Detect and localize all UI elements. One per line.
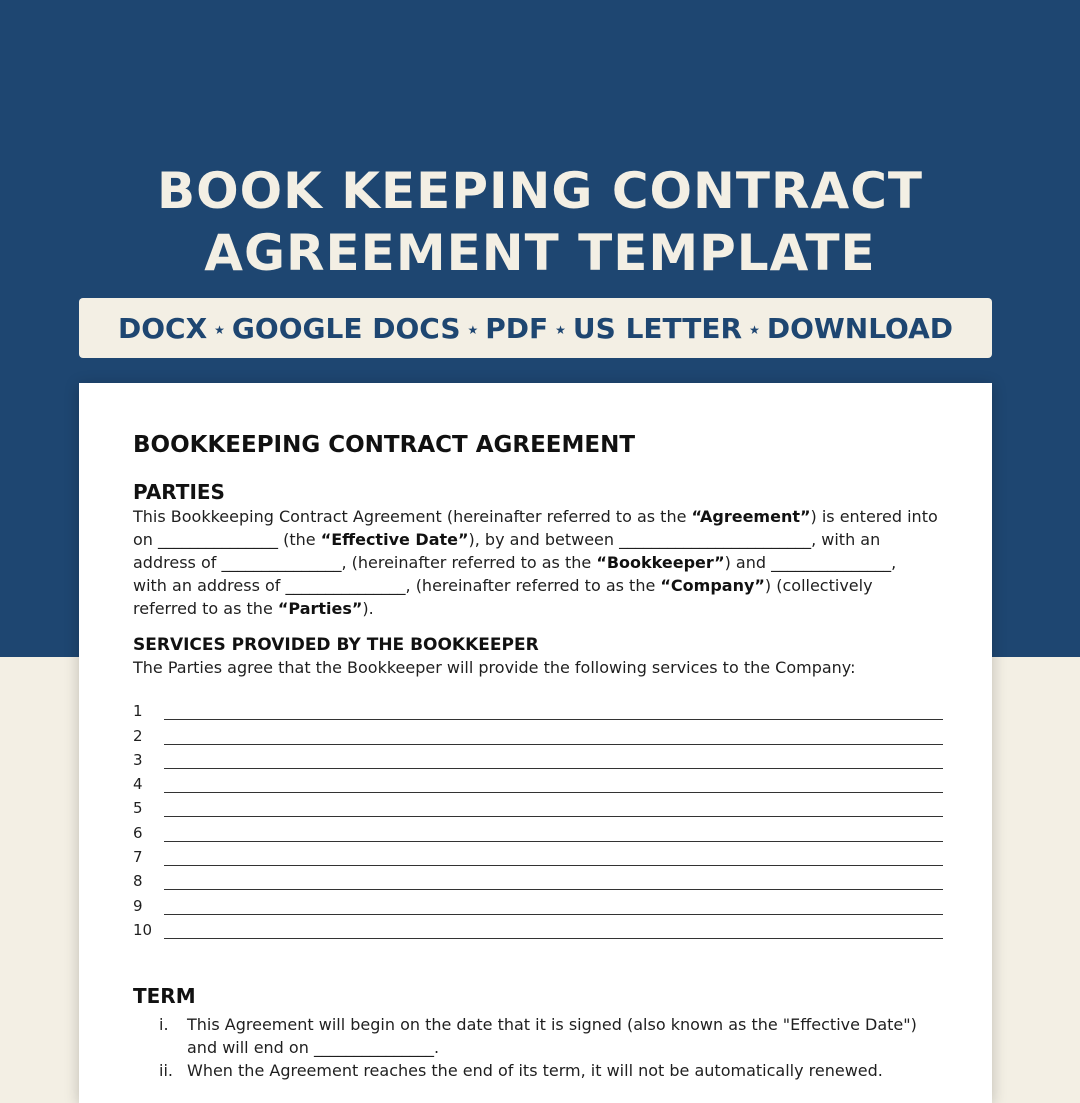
- term-text-line: When the Agreement reaches the end of its term, it will not be automatically renewed.: [187, 1060, 883, 1080]
- document-title: BOOKKEEPING CONTRACT AGREEMENT: [133, 432, 636, 458]
- parties-heading: PARTIES: [133, 480, 225, 504]
- star-icon: ★: [749, 323, 760, 337]
- star-icon: ★: [214, 323, 225, 337]
- format-bar: [79, 298, 992, 358]
- star-icon: ★: [555, 323, 566, 337]
- term-item: [133, 1059, 943, 1082]
- term-marker: ii.: [159, 1060, 173, 1080]
- banner-title-line-2: AGREEMENT TEMPLATE: [204, 224, 876, 282]
- blank-line[interactable]: [164, 774, 943, 793]
- term-item: [133, 1013, 943, 1059]
- blank-line[interactable]: [164, 701, 943, 720]
- service-line-row: [133, 817, 943, 841]
- service-line-row: [133, 769, 943, 793]
- term-list: [133, 1013, 943, 1082]
- term-heading: TERM: [133, 983, 196, 1008]
- line-number: 3: [133, 750, 143, 769]
- banner-title-line-1: BOOK KEEPING CONTRACT: [156, 162, 924, 220]
- line-number: 4: [133, 775, 143, 794]
- blank-line[interactable]: [164, 920, 943, 939]
- star-icon: ★: [467, 323, 479, 337]
- format-us-letter: US LETTER: [572, 311, 743, 345]
- line-number: 1: [133, 702, 143, 721]
- term-text-line: This Agreement will begin on the date that it is signed (also known as the "Effective Date"): [187, 1014, 917, 1034]
- blank-line[interactable]: [164, 750, 943, 769]
- services-intro: The Parties agree that the Bookkeeper will provide the following services to the Company:: [133, 658, 856, 677]
- blank-line[interactable]: [164, 823, 943, 842]
- parties-paragraph: [133, 505, 943, 620]
- service-line-row: [133, 793, 943, 817]
- blank-line[interactable]: [164, 847, 943, 866]
- blank-line[interactable]: [164, 726, 943, 745]
- line-number: 7: [133, 848, 143, 867]
- format-download: DOWNLOAD: [766, 311, 954, 345]
- line-number: 10: [133, 920, 153, 939]
- service-line-row: [133, 890, 943, 914]
- line-number: 9: [133, 896, 143, 915]
- term-text-line: and will end on _______________.: [187, 1037, 440, 1057]
- parties-line: with an address of _______________, (hereinafter referred to as the “Company”) (collectively: [133, 576, 873, 595]
- parties-line: on _______________ (the “Effective Date”), by and between ________________________, with an: [133, 530, 881, 549]
- service-line-row: [133, 915, 943, 939]
- parties-line: referred to as the “Parties”).: [133, 599, 374, 618]
- blank-line[interactable]: [164, 896, 943, 915]
- services-blank-lines: [133, 696, 943, 939]
- service-line-row: [133, 842, 943, 866]
- service-line-row: [133, 720, 943, 744]
- document-page: [79, 383, 992, 1103]
- document-content: [133, 429, 943, 1082]
- services-heading: SERVICES PROVIDED BY THE BOOKKEEPER: [133, 635, 539, 655]
- banner-title: [0, 160, 1080, 284]
- line-number: 6: [133, 823, 143, 842]
- line-number: 5: [133, 799, 143, 818]
- service-line-row: [133, 866, 943, 890]
- line-number: 2: [133, 726, 143, 745]
- parties-line: This Bookkeeping Contract Agreement (hereinafter referred to as the “Agreement”) is entered into: [133, 507, 938, 526]
- format-docx: DOCX: [117, 311, 208, 345]
- service-line-row: [133, 696, 943, 720]
- line-number: 8: [133, 872, 143, 891]
- parties-line: address of _______________, (hereinafter referred to as the “Bookkeeper”) and _______________,: [133, 553, 897, 572]
- format-pdf: PDF: [485, 311, 549, 345]
- format-google-docs: GOOGLE DOCS: [231, 311, 461, 345]
- term-marker: i.: [159, 1014, 169, 1034]
- blank-line[interactable]: [164, 798, 943, 817]
- blank-line[interactable]: [164, 871, 943, 890]
- service-line-row: [133, 745, 943, 769]
